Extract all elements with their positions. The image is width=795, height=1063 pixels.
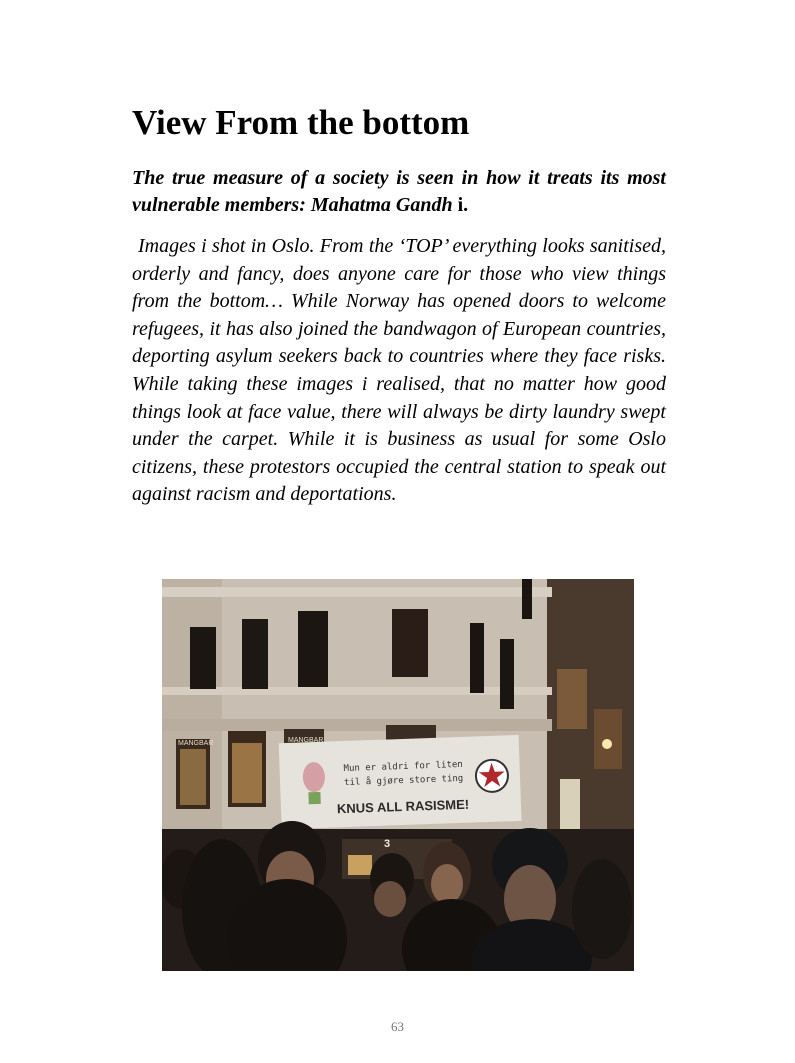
quote-main: The true measure of a society is seen in how it treats its most vulnerable members: Mahatma Gandh [132, 167, 666, 216]
epigraph-quote [132, 165, 666, 219]
shop-sign-right: MANGBAR [288, 737, 324, 744]
shop-sign-left: MANGBAR [178, 740, 214, 747]
quote-tail: i. [457, 194, 469, 216]
banner-line-1: Mun er aldri for liten [343, 759, 463, 775]
page-number: 63 [391, 1019, 404, 1034]
protest-banner [279, 735, 522, 829]
page-title: View From the bottom [132, 103, 470, 142]
body-paragraph: Images i shot in Oslo. From the ‘TOP’ everything looks sanitised, orderly and fancy, does anyone care for those who view things from the bottom… While Norway has opened doors to welcome refugees, it has also joined the bandwagon of European countries, deporting asylum seekers back to countries where they face risks. While taking these images i realised, that no matter how good things look at face value, there will always be dirty laundry swept under the carpet. While it is business as usual for some Oslo citizens, these protestors occupied the central station to speak out against racism and deportations. [132, 235, 666, 506]
number-sign: 3 [384, 838, 391, 850]
protest-photo-illustration [162, 579, 634, 971]
banner-slogan: KNUS ALL RASISME! [336, 796, 470, 817]
banner-line-2: til å gjøre store ting [343, 773, 464, 789]
protest-photo [162, 579, 634, 971]
